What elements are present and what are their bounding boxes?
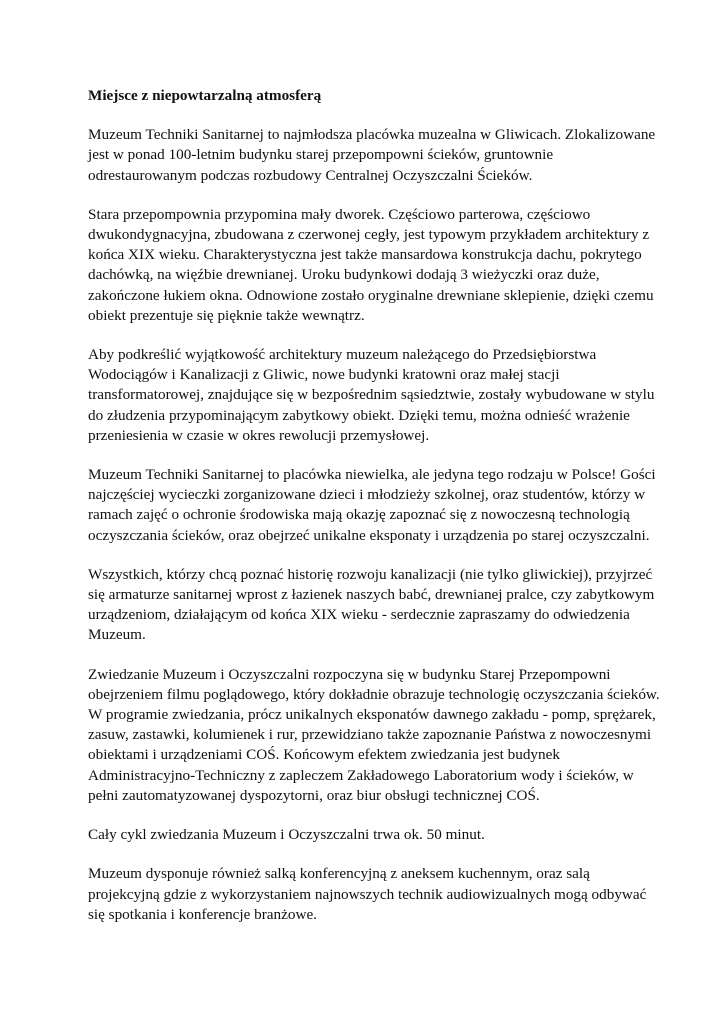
text-line: transformatorowej, znajdujące się w bezpośrednim sąsiedztwie, zostały wybudowane w stylu [88,386,655,404]
text-line: Zwiedzanie Muzeum i Oczyszczalni rozpoczyna się w budynku Starej Przepompowni [88,665,611,683]
paragraph [88,825,648,845]
text-line: W programie zwiedzania, prócz unikalnych eksponatów dawnego zakładu - pomp, sprężarek, [88,706,656,724]
text-line: urządzeniom, działającym od końca XIX wieku - serdecznie zapraszamy do odwiedzenia [88,606,630,624]
text-line: Muzeum. [88,626,146,644]
text-line: obiektami i urządzeniami COŚ. Końcowym efektem zwiedzania jest budynek [88,746,560,764]
text-line: najczęściej wycieczki zorganizowane dzieci i młodzieży szkolnej, oraz studentów, którzy w [88,486,646,504]
text-line: Administracyjno-Techniczny z zapleczem Zakładowego Laboratorium wody i ścieków, w [88,766,634,784]
paragraph [88,125,656,186]
text-line: się armaturze sanitarnej wprost z łazienek naszych babć, drewnianej pralce, czy zabytkowym [88,586,655,604]
text-line: Wodociągów i Kanalizacji z Gliwic, nowe budynki kratowni oraz małej stacji [88,366,560,384]
document-body [88,125,660,925]
text-line: Muzeum Techniki Sanitarnej to placówka niewielka, ale jedyna tego rodzaju w Polsce! Gości [88,466,656,484]
text-line: się spotkania i konferencje branżowe. [88,905,317,923]
text-line: pełni zautomatyzowanej dyspozytorni, oraz biur obsługi technicznej COŚ. [88,786,540,804]
text-line: przeniesienia w czasie w okres rewolucji przemysłowej. [88,426,430,444]
text-line: Stara przepompownia przypomina mały dworek. Częściowo parterowa, częściowo [88,205,591,223]
text-line: dwukondygnacyjna, zbudowana z czerwonej cegły, jest typowym przykładem architektury z [88,226,650,244]
document-heading: Miejsce z niepowtarzalną atmosferą [88,87,322,104]
text-line: do złudzenia przypominającym zabytkowy obiekt. Dzięki temu, można odnieść wrażenie [88,406,630,424]
document-page [88,86,660,944]
text-line: jest w ponad 100-letnim budynku starej przepompowni ścieków, gruntownie [88,146,554,164]
text-line: obejrzeniem filmu poglądowego, który dokładnie obrazuje technologię oczyszczania ścieków. [88,685,660,703]
paragraph [88,665,660,806]
paragraph [88,864,648,925]
text-line: odrestaurowanym podczas rozbudowy Centralnej Oczyszczalni Ścieków. [88,166,533,184]
text-line: Wszystkich, którzy chcą poznać historię rozwoju kanalizacji (nie tylko gliwickiej), przyjrzeć [88,565,653,583]
text-line: projekcyjną gdzie z wykorzystaniem najnowszych technik audiowizualnych mogą odbywać [88,885,647,903]
paragraph [88,205,654,326]
text-line: ramach zajęć o ochronie środowiska mają okazję zapoznać się z nowoczesną technologią [88,506,630,524]
text-line: zasuw, zastawki, kolumienek i rur, przewidziano także zapoznanie Państwa z nowoczesnymi [88,726,652,744]
text-line: Muzeum Techniki Sanitarnej to najmłodsza placówka muzealna w Gliwicach. Zlokalizowane [88,126,656,144]
text-line: Cały cykl zwiedzania Muzeum i Oczyszczalni trwa ok. 50 minut. [88,826,485,844]
paragraph [88,565,655,646]
text-line: dachówką, na więźbie drewnianej. Uroku budynkowi dodają 3 wieżyczki oraz duże, [88,266,600,284]
text-line: zakończone łukiem okna. Odnowione zostało oryginalne drewniane sklepienie, dzięki czemu [88,286,654,304]
text-line: Muzeum dysponuje również salką konferencyjną z aneksem kuchennym, oraz salą [88,865,590,883]
text-line: oczyszczania ścieków, oraz obejrzeć unikalne eksponaty i urządzenia po starej oczyszczalni. [88,526,650,544]
text-line: końca XIX wieku. Charakterystyczna jest także mansardowa konstrukcja dachu, pokrytego [88,246,642,264]
paragraph [88,345,655,446]
paragraph [88,465,656,546]
text-line: obiekt prezentuje się pięknie także wewnątrz. [88,306,365,324]
text-line: Aby podkreślić wyjątkowość architektury muzeum należącego do Przedsiębiorstwa [88,346,597,364]
